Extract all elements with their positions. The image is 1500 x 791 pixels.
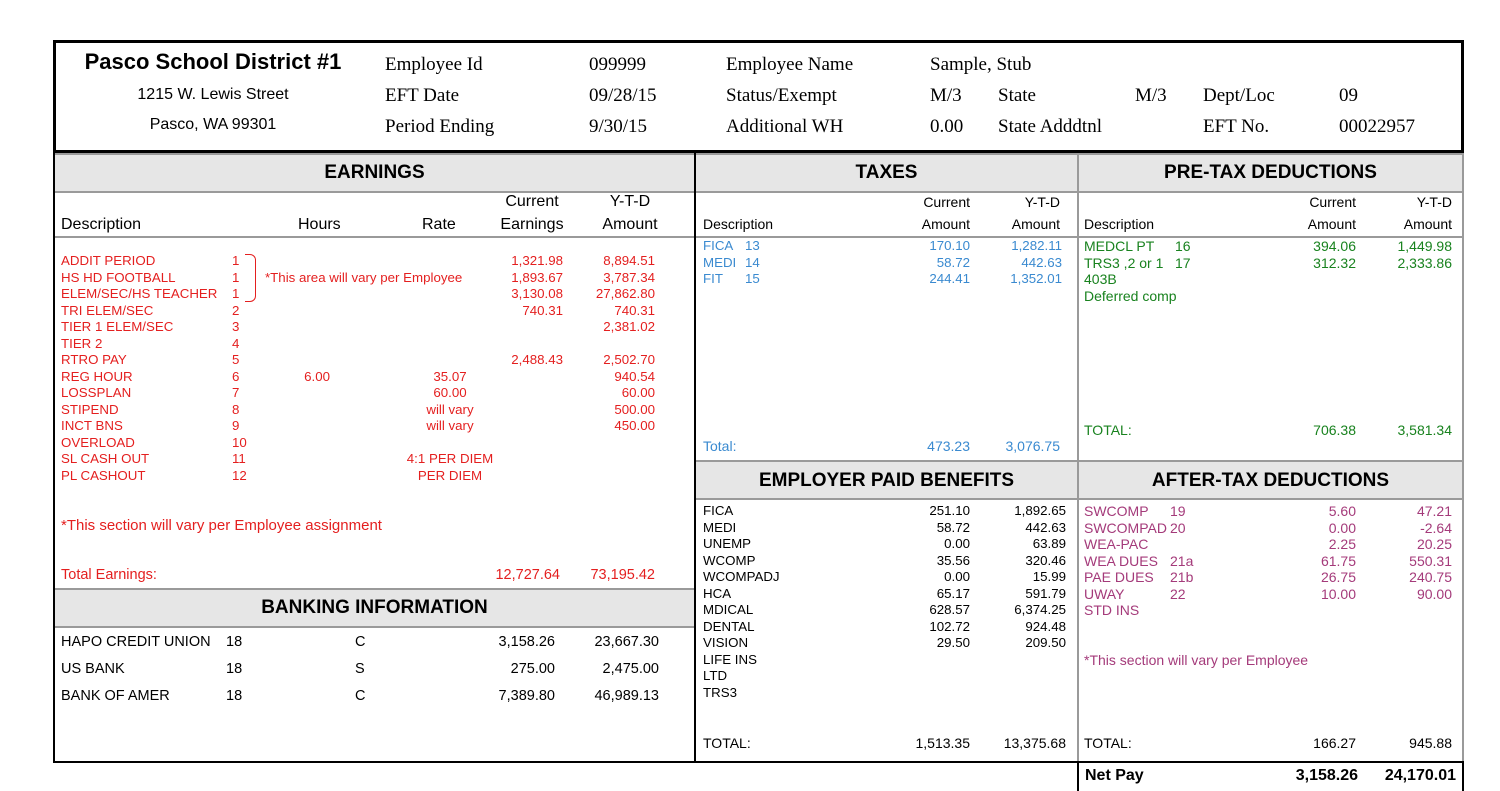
- bank-account-type: C: [355, 688, 366, 704]
- benefit-row-desc: WCOMP: [703, 552, 756, 568]
- earnings-row-desc: ELEM/SEC/HS TEACHER: [61, 286, 218, 301]
- earnings-row-ytd: 500.00: [614, 401, 655, 417]
- earnings-row-ytd: 8,894.51: [603, 253, 655, 268]
- earnings-row-ytd: 2,502.70: [603, 352, 655, 367]
- aftertax-row-desc: WEA-PAC: [1084, 536, 1149, 552]
- benefit-row-desc: WCOMPADJ: [703, 569, 780, 584]
- bank-ytd: 2,475.00: [602, 661, 659, 677]
- aftertax-row-current: 2.25: [1328, 536, 1356, 552]
- vary-bracket: [245, 254, 256, 302]
- taxes-section-header: [696, 153, 1077, 193]
- aftertax-title: AFTER-TAX DEDUCTIONS: [1151, 470, 1390, 491]
- additional-wh-value: 0.00: [930, 116, 964, 137]
- bank-account-type: S: [355, 661, 365, 677]
- earnings-row-ytd: 450.00: [614, 418, 655, 433]
- earnings-col-current-1: Current: [505, 193, 559, 210]
- taxes-total-label: Total:: [703, 438, 737, 454]
- benefit-row-current: 65.17: [936, 585, 970, 601]
- state-label: State: [998, 85, 1036, 106]
- benefit-row-current: 0.00: [944, 536, 970, 551]
- bank-name: BANK OF AMER: [61, 688, 170, 704]
- total-earnings-label: Total Earnings:: [61, 567, 157, 583]
- tax-row-code: 15: [745, 271, 760, 286]
- earnings-row-code: 3: [232, 319, 240, 334]
- aftertax-row-desc: SWCOMPAD: [1084, 519, 1167, 536]
- state-value: M/3: [1135, 85, 1167, 106]
- period-ending-label: Period Ending: [385, 116, 495, 137]
- employee-name-label: Employee Name: [726, 54, 854, 75]
- pretax-col-current-2: Amount: [1307, 216, 1356, 232]
- aftertax-row-desc: UWAY: [1084, 585, 1125, 602]
- aftertax-row-code: 21a: [1170, 552, 1194, 569]
- bank-account-type: C: [355, 634, 366, 650]
- aftertax-row-current: 26.75: [1320, 569, 1356, 585]
- pretax-title: PRE-TAX DEDUCTIONS: [1164, 162, 1377, 183]
- earnings-row-ytd: 940.54: [614, 368, 655, 384]
- pretax-row-ytd: 2,333.86: [1397, 254, 1452, 271]
- aftertax-total-current: 166.27: [1313, 735, 1356, 751]
- total-earnings-current: 12,727.64: [495, 567, 560, 583]
- eft-date-label: EFT Date: [385, 85, 460, 106]
- net-pay-current: 3,158.26: [1295, 767, 1358, 784]
- banking-title: BANKING INFORMATION: [261, 597, 488, 618]
- benefits-total-label: TOTAL:: [703, 735, 751, 751]
- tax-row-ytd: 1,352.01: [1010, 271, 1062, 286]
- pretax-row-ytd: 1,449.98: [1397, 238, 1452, 254]
- earnings-row-current: 740.31: [522, 302, 563, 318]
- earnings-row-desc: TIER 2: [61, 335, 103, 351]
- bank-current: 275.00: [510, 661, 555, 677]
- earnings-row-rate: 60.00: [433, 385, 467, 400]
- benefit-row-desc: MDICAL: [703, 602, 754, 617]
- benefit-row-current: 102.72: [929, 618, 970, 634]
- aftertax-row-ytd: -2.64: [1420, 519, 1452, 536]
- aftertax-row-ytd: 550.31: [1409, 552, 1452, 569]
- net-pay-ytd: 24,170.01: [1384, 767, 1456, 784]
- earnings-row-desc: INCT BNS: [61, 418, 123, 433]
- aftertax-row-desc: PAE DUES: [1084, 569, 1154, 585]
- employee-id-label: Employee Id: [385, 54, 483, 75]
- taxes-col-ytd-2: Amount: [1011, 216, 1060, 232]
- pretax-total-current: 706.38: [1313, 422, 1356, 438]
- tax-row-current: 58.72: [936, 254, 970, 270]
- pretax-row-desc: 403B: [1084, 271, 1117, 287]
- tax-row-desc: FICA: [703, 238, 734, 253]
- earnings-row-desc: LOSSPLAN: [61, 385, 132, 400]
- benefit-row-desc: TRS3: [703, 684, 737, 700]
- benefit-row-ytd: 924.48: [1025, 618, 1066, 634]
- pretax-row-desc: TRS3 ,2 or 1: [1084, 254, 1164, 271]
- taxes-total-ytd: 3,076.75: [1005, 438, 1060, 454]
- earnings-row-desc: HS HD FOOTBALL: [61, 269, 176, 285]
- earnings-row-code: 4: [232, 335, 240, 351]
- pretax-total-label: TOTAL:: [1084, 422, 1132, 438]
- earnings-section-header: [55, 153, 694, 193]
- earnings-row-code: 12: [232, 467, 247, 483]
- earnings-row-code: 1: [232, 286, 240, 301]
- earnings-row-code: 10: [232, 434, 247, 450]
- benefit-row-desc: DENTAL: [703, 618, 755, 634]
- aftertax-row-ytd: 47.21: [1416, 503, 1452, 519]
- earnings-row-code: 1: [232, 269, 240, 285]
- aftertax-row-code: 20: [1170, 519, 1186, 536]
- taxes-col-ytd-1: Y-T-D: [1024, 194, 1060, 210]
- earnings-vary-note: *This area will vary per Employee: [265, 270, 463, 285]
- earnings-row-desc: SL CASH OUT: [61, 451, 150, 466]
- earnings-row-rate: PER DIEM: [417, 467, 483, 483]
- taxes-title: TAXES: [855, 162, 918, 183]
- earnings-colhead-divider: [55, 236, 694, 238]
- district-address-line1: 1215 W. Lewis Street: [137, 86, 289, 103]
- eft-date-value: 09/28/15: [589, 85, 657, 106]
- benefit-row-ytd: 63.89: [1032, 536, 1066, 551]
- employee-id-value: 099999: [589, 54, 646, 75]
- benefit-row-ytd: 209.50: [1025, 635, 1066, 650]
- eft-no-value: 00022957: [1339, 116, 1415, 137]
- pretax-total-ytd: 3,581.34: [1397, 422, 1452, 438]
- district-address-line2: Pasco, WA 99301: [149, 116, 277, 133]
- benefit-row-ytd: 6,374.25: [1014, 602, 1066, 617]
- aftertax-row-code: 19: [1170, 503, 1186, 519]
- bank-name: HAPO CREDIT UNION: [61, 634, 211, 650]
- bank-ytd: 46,989.13: [594, 688, 659, 704]
- eft-no-label: EFT No.: [1203, 116, 1270, 137]
- earnings-row-code: 6: [232, 368, 240, 384]
- banking-section-header: [55, 588, 694, 628]
- taxes-right-divider: [1077, 153, 1079, 763]
- benefit-row-ytd: 591.79: [1025, 585, 1066, 601]
- earnings-row-ytd: 60.00: [621, 385, 655, 400]
- earnings-row-current: 3,130.08: [511, 286, 563, 301]
- tax-row-ytd: 442.63: [1021, 254, 1062, 270]
- earnings-row-rate: will vary: [426, 418, 474, 433]
- status-value: M/3: [930, 85, 962, 106]
- taxes-total-current: 473.23: [927, 438, 970, 454]
- benefit-row-ytd: 1,892.65: [1014, 503, 1066, 518]
- earnings-row-desc: ADDIT PERIOD: [61, 253, 156, 268]
- earnings-col-ytd-1: Y-T-D: [609, 193, 651, 210]
- earnings-row-code: 5: [232, 352, 240, 367]
- tax-row-current: 170.10: [929, 238, 970, 253]
- earnings-row-ytd: 740.31: [614, 302, 655, 318]
- pretax-row-code: 17: [1175, 254, 1191, 271]
- aftertax-total-ytd: 945.88: [1409, 735, 1452, 751]
- tax-row-desc: FIT: [703, 271, 723, 286]
- earnings-row-desc: TRI ELEM/SEC: [61, 302, 154, 318]
- aftertax-row-desc: STD INS: [1084, 602, 1140, 618]
- earnings-row-desc: STIPEND: [61, 401, 119, 417]
- state-additional-label: State Adddtnl: [998, 116, 1102, 137]
- bank-code: 18: [226, 661, 243, 677]
- benefits-total-ytd: 13,375.68: [1003, 735, 1066, 751]
- aftertax-note: *This section will vary per Employee: [1084, 652, 1309, 668]
- earnings-row-desc: OVERLOAD: [61, 434, 135, 450]
- dept-loc-label: Dept/Loc: [1203, 85, 1275, 106]
- pretax-row-current: 312.32: [1313, 254, 1356, 271]
- pretax-col-description: Description: [1084, 216, 1155, 232]
- aftertax-row-current: 5.60: [1328, 503, 1356, 519]
- earnings-row-code: 9: [232, 418, 240, 433]
- earnings-row-ytd: 27,862.80: [595, 286, 655, 301]
- earnings-row-code: 8: [232, 401, 240, 417]
- earnings-row-desc: REG HOUR: [61, 368, 133, 384]
- additional-wh-label: Additional WH: [726, 116, 844, 137]
- pretax-row-current: 394.06: [1313, 238, 1356, 254]
- benefit-row-desc: LTD: [703, 668, 728, 683]
- earnings-row-current: 1,893.67: [511, 269, 563, 285]
- earnings-row-code: 1: [232, 253, 240, 268]
- status-label: Status/Exempt: [726, 85, 837, 106]
- aftertax-row-desc: WEA DUES: [1084, 552, 1158, 569]
- pretax-col-current-1: Current: [1309, 194, 1356, 210]
- pretax-row-code: 16: [1175, 238, 1191, 254]
- aftertax-row-current: 0.00: [1328, 519, 1356, 536]
- aftertax-row-current: 61.75: [1320, 552, 1356, 569]
- tax-row-current: 244.41: [929, 271, 970, 286]
- tax-row-code: 14: [745, 254, 760, 270]
- bank-name: US BANK: [61, 661, 125, 677]
- earnings-row-code: 7: [232, 385, 240, 400]
- aftertax-row-ytd: 90.00: [1416, 585, 1452, 602]
- aftertax-row-code: 21b: [1170, 569, 1194, 585]
- earnings-col-description: Description: [61, 216, 142, 233]
- pretax-col-ytd-1: Y-T-D: [1416, 194, 1452, 210]
- earnings-col-ytd-2: Amount: [602, 216, 658, 233]
- benefits-total-current: 1,513.35: [915, 735, 970, 751]
- benefit-row-desc: FICA: [703, 503, 734, 518]
- earnings-row-desc: RTRO PAY: [61, 352, 127, 367]
- benefit-row-current: 35.56: [936, 552, 970, 568]
- right-edge-line: [1462, 153, 1464, 763]
- pretax-col-ytd-2: Amount: [1403, 216, 1452, 232]
- tax-row-ytd: 1,282.11: [1011, 238, 1062, 253]
- earnings-row-ytd: 3,787.34: [603, 269, 655, 285]
- aftertax-section-header: [1079, 460, 1462, 500]
- benefit-row-desc: VISION: [703, 635, 749, 650]
- benefit-row-desc: UNEMP: [703, 536, 752, 551]
- earnings-row-ytd: 2,381.02: [603, 319, 655, 334]
- benefit-row-desc: HCA: [703, 585, 732, 601]
- earnings-row-current: 1,321.98: [511, 253, 563, 268]
- total-earnings-ytd: 73,195.42: [590, 567, 655, 583]
- earnings-section-note: *This section will vary per Employee assignment: [61, 517, 382, 534]
- employer-benefits-section-header: [696, 460, 1077, 500]
- earnings-row-desc: TIER 1 ELEM/SEC: [61, 319, 174, 334]
- earnings-row-rate: 4:1 PER DIEM: [406, 451, 494, 466]
- benefit-row-current: 0.00: [944, 569, 970, 584]
- benefit-row-current: 628.57: [929, 602, 970, 617]
- benefit-row-ytd: 320.46: [1025, 552, 1066, 568]
- pretax-section-header: [1079, 153, 1462, 193]
- aftertax-row-ytd: 240.75: [1409, 569, 1452, 585]
- earnings-col-current-2: Earnings: [500, 216, 564, 233]
- earnings-row-code: 11: [232, 451, 246, 466]
- earnings-col-rate: Rate: [422, 216, 456, 233]
- benefit-row-desc: MEDI: [703, 519, 737, 535]
- bank-current: 3,158.26: [498, 634, 555, 650]
- benefit-row-current: 251.10: [929, 503, 970, 518]
- earnings-row-current: 2,488.43: [511, 352, 563, 367]
- dept-loc-value: 09: [1339, 85, 1358, 106]
- aftertax-row-desc: SWCOMP: [1084, 503, 1149, 519]
- bank-current: 7,389.80: [498, 688, 555, 704]
- aftertax-row-code: 22: [1170, 585, 1186, 602]
- employer-benefits-title: EMPLOYER PAID BENEFITS: [758, 470, 1015, 491]
- taxes-col-description: Description: [703, 216, 774, 232]
- earnings-row-rate: will vary: [426, 401, 474, 417]
- earnings-row-hours: 6.00: [304, 368, 330, 384]
- pretax-row-desc: MEDCL PT: [1084, 238, 1155, 254]
- benefit-row-current: 58.72: [936, 519, 970, 535]
- benefit-row-current: 29.50: [936, 635, 970, 650]
- pretax-row-desc: Deferred comp: [1084, 287, 1177, 304]
- aftertax-row-current: 10.00: [1320, 585, 1356, 602]
- benefit-row-desc: LIFE INS: [703, 651, 757, 667]
- period-ending-value: 9/30/15: [589, 116, 648, 137]
- earnings-col-hours: Hours: [298, 216, 341, 233]
- district-name: Pasco School District #1: [84, 49, 342, 74]
- bank-code: 18: [226, 688, 243, 704]
- aftertax-total-label: TOTAL:: [1084, 735, 1132, 751]
- tax-row-desc: MEDI: [703, 254, 737, 270]
- benefit-row-ytd: 442.63: [1025, 519, 1066, 535]
- benefit-row-ytd: 15.99: [1032, 569, 1066, 584]
- earnings-title: EARNINGS: [324, 162, 425, 183]
- net-pay-label: Net Pay: [1085, 767, 1144, 784]
- earnings-row-code: 2: [232, 302, 240, 318]
- earnings-row-rate: 35.07: [433, 368, 467, 384]
- taxes-col-current-2: Amount: [921, 216, 970, 232]
- tax-row-code: 13: [745, 238, 760, 253]
- aftertax-row-ytd: 20.25: [1416, 536, 1452, 552]
- bank-ytd: 23,667.30: [594, 634, 659, 650]
- employee-name-value: Sample, Stub: [930, 54, 1032, 75]
- taxes-col-current-1: Current: [923, 194, 970, 210]
- bank-code: 18: [226, 634, 243, 650]
- earnings-row-desc: PL CASHOUT: [61, 467, 146, 483]
